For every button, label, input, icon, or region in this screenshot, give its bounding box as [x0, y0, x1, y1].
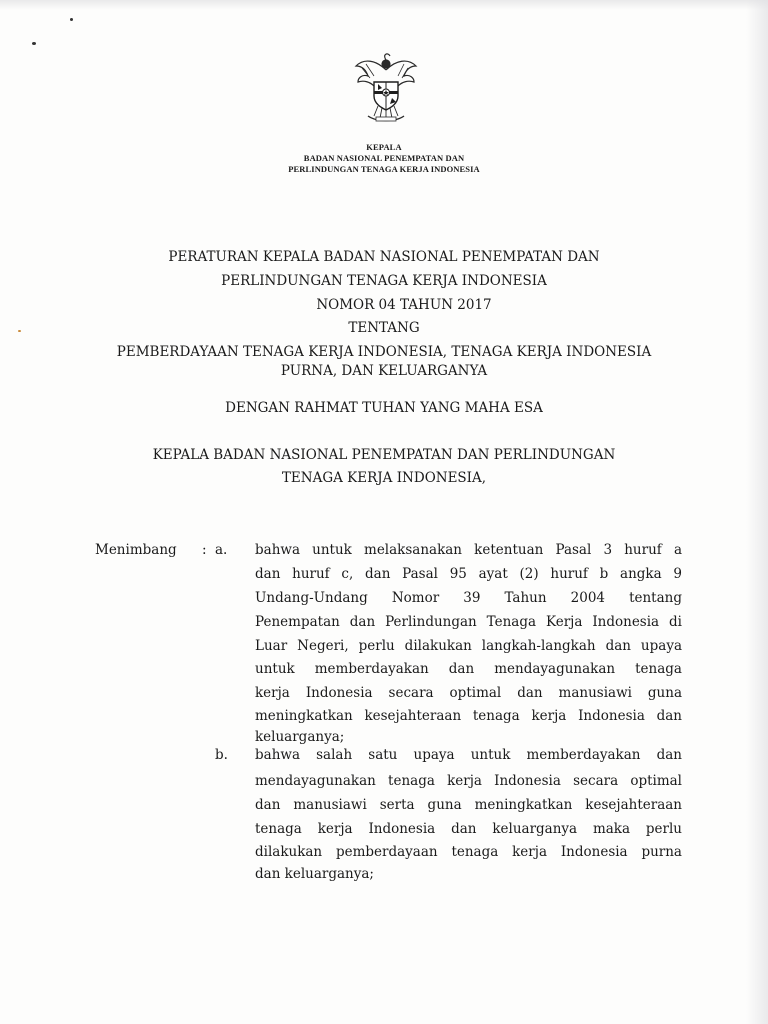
- consideration-b-line: tenaga kerja Indonesia dan keluarganya maka perlu: [255, 821, 682, 837]
- consideration-b-line: mendayagunakan tenaga kerja Indonesia secara optimal: [255, 773, 682, 789]
- consideration-a-line: Luar Negeri, perlu dilakukan langkah-langkah dan upaya: [255, 638, 682, 654]
- scan-speck: [18, 330, 21, 332]
- consideration-b-line: dan manusiawi serta guna meningkatkan kesejahteraan: [255, 797, 682, 813]
- authority-line-2: TENAGA KERJA INDONESIA,: [281, 470, 487, 486]
- authority-line-1: KEPALA BADAN NASIONAL PENEMPATAN DAN PERLINDUNGAN: [152, 447, 616, 463]
- issuer-title: KEPALA: [366, 142, 402, 152]
- issuer-agency-line-2: PERLINDUNGAN TENAGA KERJA INDONESIA: [288, 164, 480, 174]
- consideration-a-line: keluarganya;: [255, 729, 345, 745]
- considerations-label: Menimbang: [95, 542, 177, 558]
- issuer-agency-line-1: BADAN NASIONAL PENEMPATAN DAN: [303, 153, 465, 163]
- regulation-subject-line-2: PURNA, DAN KELUARGANYA: [280, 363, 488, 379]
- consideration-b-line: dan keluarganya;: [255, 866, 374, 882]
- scan-speck: [32, 42, 36, 45]
- consideration-a-line: Penempatan dan Perlindungan Tenaga Kerja Indonesia di: [255, 614, 682, 630]
- invocation: DENGAN RAHMAT TUHAN YANG MAHA ESA: [225, 400, 543, 416]
- consideration-b-line: dilakukan pemberdayaan tenaga kerja Indonesia purna: [255, 844, 682, 860]
- garuda-pancasila-emblem-icon: [352, 50, 420, 126]
- consideration-b-line: bahwa salah satu upaya untuk memberdayakan dan: [255, 747, 682, 763]
- regulation-title-line-2: PERLINDUNGAN TENAGA KERJA INDONESIA: [221, 273, 547, 289]
- regulation-number: NOMOR 04 TAHUN 2017: [316, 297, 492, 313]
- scan-shadow-right: [746, 0, 768, 1024]
- considerations-colon: :: [202, 542, 207, 558]
- consideration-a-line: meningkatkan kesejahteraan tenaga kerja Indonesia dan: [255, 708, 682, 724]
- consideration-a-line: Undang-Undang Nomor 39 Tahun 2004 tentang: [255, 590, 682, 606]
- regulation-about-label: TENTANG: [348, 320, 420, 336]
- consideration-marker-b: b.: [215, 747, 228, 763]
- scan-speck: [70, 18, 73, 21]
- scan-shadow-top: [0, 0, 768, 10]
- consideration-a-line: untuk memberdayakan dan mendayagunakan tenaga: [255, 661, 682, 677]
- consideration-marker-a: a.: [215, 542, 228, 558]
- consideration-a-line: bahwa untuk melaksanakan ketentuan Pasal 3 huruf a: [255, 542, 682, 558]
- consideration-a-line: dan huruf c, dan Pasal 95 ayat (2) huruf b angka 9: [255, 566, 682, 582]
- regulation-title-line-1: PERATURAN KEPALA BADAN NASIONAL PENEMPATAN DAN: [168, 249, 600, 265]
- consideration-a-line: kerja Indonesia secara optimal dan manusiawi guna: [255, 685, 682, 701]
- regulation-subject-line-1: PEMBERDAYAAN TENAGA KERJA INDONESIA, TENAGA KERJA INDONESIA: [116, 344, 652, 360]
